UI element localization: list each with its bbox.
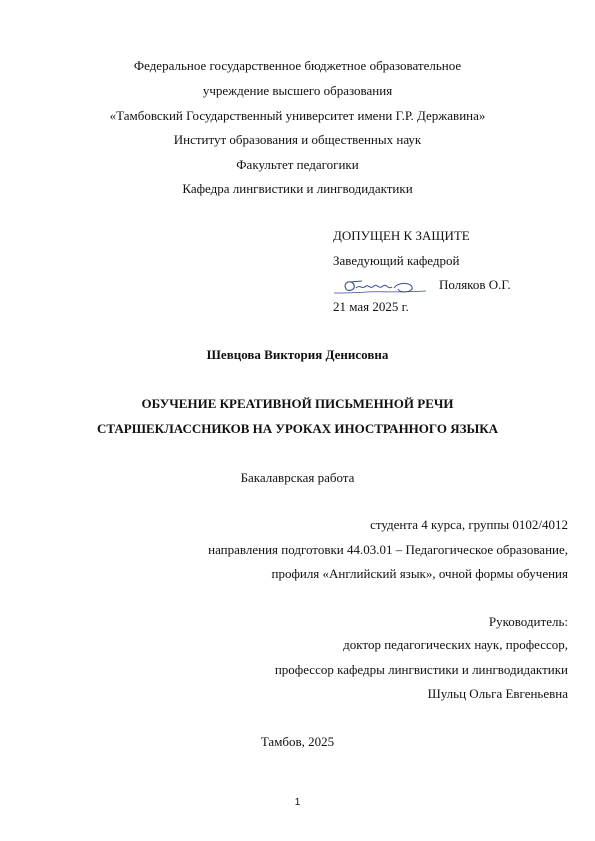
institution-line-5: Факультет педагогики <box>236 157 359 172</box>
institution-line-2: учреждение высшего образования <box>202 83 393 98</box>
author-name: Шевцова Виктория Денисовна <box>206 347 389 362</box>
student-info-line-1: студента 4 курса, группы 0102/4012 <box>370 517 568 532</box>
student-info-line-3: профиля «Английский язык», очной формы обучения <box>271 566 568 581</box>
approval-heading: ДОПУЩЕН К ЗАЩИТЕ <box>333 228 470 243</box>
student-info-line-2: направления подготовки 44.03.01 – Педагогическое образование, <box>208 542 568 557</box>
institution-line-1: Федеральное государственное бюджетное образовательное <box>133 58 462 73</box>
city-year: Тамбов, 2025 <box>260 734 335 749</box>
supervisor-degree: доктор педагогических наук, профессор, <box>343 637 568 652</box>
approval-role: Заведующий кафедрой <box>333 253 460 268</box>
supervisor-position: профессор кафедры лингвистики и лингводидактики <box>274 662 568 677</box>
page-number: 1 <box>294 797 301 808</box>
approval-signer: Поляков О.Г. <box>439 277 511 292</box>
institution-line-6: Кафедра лингвистики и лингводидактики <box>182 181 413 196</box>
thesis-title-line-2: СТАРШЕКЛАССНИКОВ НА УРОКАХ ИНОСТРАННОГО ЯЗЫКА <box>96 421 499 436</box>
supervisor-label: Руководитель: <box>488 614 568 629</box>
thesis-title-line-1: ОБУЧЕНИЕ КРЕАТИВНОЙ ПИСЬМЕННОЙ РЕЧИ <box>141 396 454 411</box>
institution-line-4: Институт образования и общественных наук <box>173 132 422 147</box>
approval-date: 21 мая 2025 г. <box>333 299 409 314</box>
work-type: Бакалаврская работа <box>240 470 355 485</box>
institution-line-3: «Тамбовский Государственный университет имени Г.Р. Державина» <box>109 108 486 123</box>
supervisor-name: Шульц Ольга Евгеньевна <box>427 686 568 701</box>
signature-image <box>332 276 428 300</box>
